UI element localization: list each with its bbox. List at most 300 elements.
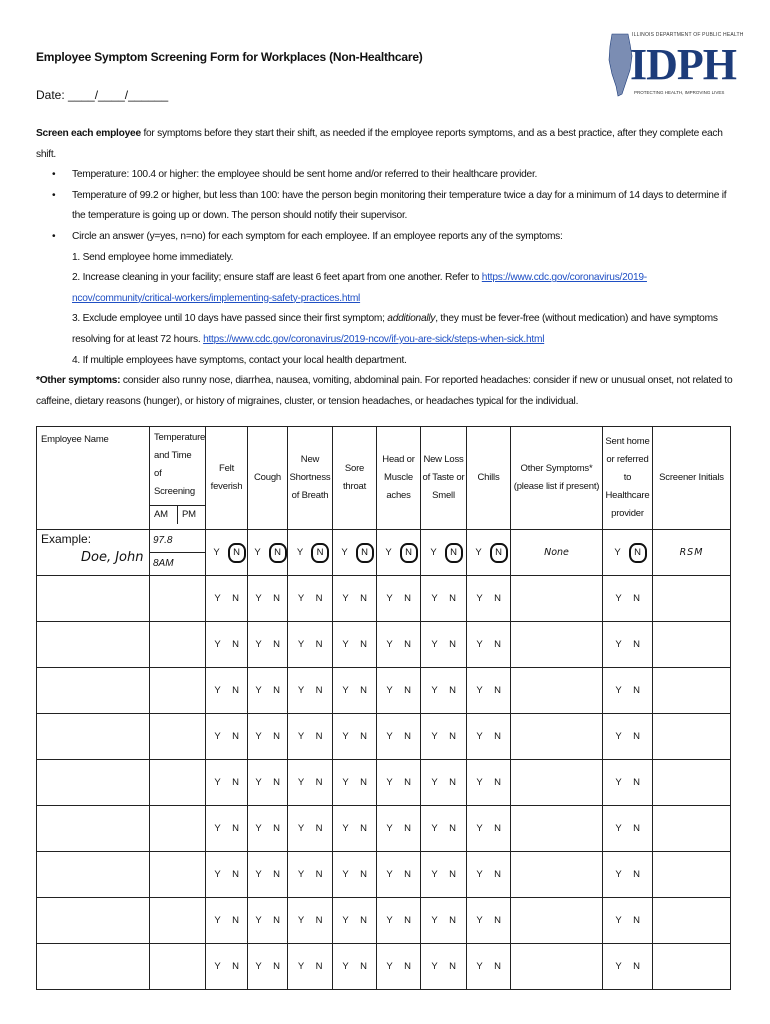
bullet-text: Circle an answer (y=yes, n=no) for each symptom for each employee. If an employee reports any of the symptoms: bbox=[72, 230, 563, 242]
yes-option[interactable]: Y bbox=[342, 593, 349, 604]
no-option-circled: N bbox=[445, 543, 463, 563]
yes-option[interactable]: Y bbox=[431, 685, 438, 696]
chills-cell[interactable] bbox=[467, 576, 511, 622]
logo-tagline: PROTECTING HEALTH, IMPROVING LIVES bbox=[634, 90, 725, 95]
yes-option[interactable]: Y bbox=[615, 639, 622, 650]
bullet-item bbox=[52, 227, 741, 371]
yes-option[interactable]: Y bbox=[297, 639, 305, 650]
breath-cell[interactable] bbox=[288, 760, 333, 806]
screening-table bbox=[36, 426, 731, 990]
no-option[interactable]: N bbox=[315, 639, 323, 650]
taste-cell[interactable] bbox=[421, 852, 467, 898]
no-option[interactable]: N bbox=[494, 777, 501, 788]
yes-option[interactable]: Y bbox=[214, 593, 221, 604]
aches-cell[interactable] bbox=[377, 668, 421, 714]
yes-option: Y bbox=[213, 546, 220, 558]
no-option[interactable]: N bbox=[404, 731, 411, 742]
breath-cell[interactable] bbox=[288, 622, 333, 668]
step-2 bbox=[72, 268, 741, 309]
yes-option[interactable]: Y bbox=[615, 777, 622, 788]
sent-home-cell[interactable] bbox=[603, 760, 653, 806]
no-option[interactable]: N bbox=[315, 685, 323, 696]
screener-initials-cell[interactable] bbox=[653, 852, 731, 898]
other-symptoms-note bbox=[36, 371, 741, 412]
aches-cell[interactable] bbox=[377, 898, 421, 944]
yes-option: Y bbox=[296, 546, 304, 558]
screener-initials-cell[interactable] bbox=[653, 898, 731, 944]
no-option[interactable]: N bbox=[449, 777, 456, 788]
yes-option[interactable]: Y bbox=[214, 961, 221, 972]
cdc-workplace-link[interactable]: https://www.cdc.gov/coronavirus/2019-ncov/community/critical-workers/implementing-safety-practices.html bbox=[72, 272, 647, 304]
yes-option[interactable]: Y bbox=[255, 777, 262, 788]
no-option[interactable]: N bbox=[273, 869, 280, 880]
breath-cell[interactable] bbox=[288, 852, 333, 898]
yes-option[interactable]: Y bbox=[255, 593, 262, 604]
example-taste bbox=[421, 530, 467, 576]
yes-option[interactable]: Y bbox=[615, 869, 622, 880]
other-symptoms-cell[interactable] bbox=[511, 760, 603, 806]
throat-cell[interactable] bbox=[333, 806, 377, 852]
bullet-icon: • bbox=[52, 169, 56, 181]
yes-option[interactable]: Y bbox=[386, 961, 393, 972]
yes-option: Y bbox=[430, 546, 437, 558]
no-option[interactable]: N bbox=[494, 823, 501, 834]
yes-option[interactable]: Y bbox=[431, 593, 438, 604]
feverish-cell[interactable] bbox=[206, 576, 248, 622]
example-name: Doe, John bbox=[81, 550, 144, 565]
no-option[interactable]: N bbox=[232, 915, 239, 926]
throat-cell[interactable] bbox=[333, 668, 377, 714]
yes-option[interactable]: Y bbox=[214, 869, 221, 880]
yes-option[interactable]: Y bbox=[342, 777, 349, 788]
bullet-list bbox=[36, 165, 741, 371]
no-option[interactable]: N bbox=[232, 593, 239, 604]
other-symptoms-cell[interactable] bbox=[511, 622, 603, 668]
yes-option[interactable]: Y bbox=[214, 685, 221, 696]
chills-cell[interactable] bbox=[467, 944, 511, 990]
cough-cell[interactable] bbox=[248, 714, 288, 760]
step-2-text: 2. Increase cleaning in your facility; ensure staff are least 6 feet apart from one another. Refer to bbox=[72, 272, 482, 284]
temperature-cell[interactable] bbox=[150, 898, 206, 944]
taste-cell[interactable] bbox=[421, 944, 467, 990]
no-option[interactable]: N bbox=[273, 915, 280, 926]
no-option[interactable]: N bbox=[232, 869, 239, 880]
yes-option[interactable]: Y bbox=[342, 823, 349, 834]
other-symptoms-cell[interactable] bbox=[511, 576, 603, 622]
taste-cell[interactable] bbox=[421, 898, 467, 944]
yes-option[interactable]: Y bbox=[342, 731, 349, 742]
no-option[interactable]: N bbox=[494, 731, 501, 742]
no-option[interactable]: N bbox=[232, 961, 239, 972]
no-option[interactable]: N bbox=[360, 593, 367, 604]
intro-bold: Screen each employee bbox=[36, 128, 141, 139]
header-employee-name: Employee Name bbox=[37, 427, 150, 530]
no-option[interactable]: N bbox=[449, 823, 456, 834]
no-option[interactable]: N bbox=[360, 639, 367, 650]
yes-option[interactable]: Y bbox=[431, 823, 438, 834]
temperature-cell[interactable] bbox=[150, 668, 206, 714]
no-option[interactable]: N bbox=[273, 823, 280, 834]
throat-cell[interactable] bbox=[333, 714, 377, 760]
yes-option[interactable]: Y bbox=[615, 685, 622, 696]
yes-option[interactable]: Y bbox=[476, 593, 483, 604]
no-option[interactable]: N bbox=[404, 685, 411, 696]
yes-option[interactable]: Y bbox=[342, 961, 349, 972]
yes-option[interactable]: Y bbox=[386, 915, 393, 926]
no-option[interactable]: N bbox=[232, 639, 239, 650]
cough-cell[interactable] bbox=[248, 668, 288, 714]
other-symptoms-cell[interactable] bbox=[511, 668, 603, 714]
other-symptoms-cell[interactable] bbox=[511, 898, 603, 944]
header-felt-feverish: Felt feverish bbox=[206, 427, 248, 530]
employee-name-cell[interactable] bbox=[37, 714, 150, 760]
temperature-cell[interactable] bbox=[150, 806, 206, 852]
no-option[interactable]: N bbox=[449, 731, 456, 742]
no-option[interactable]: N bbox=[315, 593, 323, 604]
cough-cell[interactable] bbox=[248, 944, 288, 990]
yes-option[interactable]: Y bbox=[476, 685, 483, 696]
temperature-cell[interactable] bbox=[150, 944, 206, 990]
no-option[interactable]: N bbox=[404, 823, 411, 834]
screener-initials-cell[interactable] bbox=[653, 576, 731, 622]
example-temp: 97.8 bbox=[153, 535, 173, 546]
feverish-cell[interactable] bbox=[206, 898, 248, 944]
bullet-item bbox=[52, 186, 741, 227]
yes-option[interactable]: Y bbox=[615, 823, 622, 834]
bullet-icon: • bbox=[52, 189, 56, 201]
throat-cell[interactable] bbox=[333, 852, 377, 898]
yes-option[interactable]: Y bbox=[615, 731, 622, 742]
taste-cell[interactable] bbox=[421, 760, 467, 806]
employee-name-cell[interactable] bbox=[37, 622, 150, 668]
example-cough bbox=[248, 530, 288, 576]
no-option[interactable]: N bbox=[494, 869, 501, 880]
yes-option[interactable]: Y bbox=[342, 915, 349, 926]
feverish-cell[interactable] bbox=[206, 944, 248, 990]
other-symptoms-cell[interactable] bbox=[511, 806, 603, 852]
step-3 bbox=[72, 309, 741, 350]
employee-name-cell[interactable] bbox=[37, 576, 150, 622]
header-temperature-label: Temperature and Time of Screening bbox=[154, 432, 206, 497]
employee-name-cell[interactable] bbox=[37, 898, 150, 944]
table-row bbox=[37, 576, 731, 622]
example-chills bbox=[467, 530, 511, 576]
taste-cell[interactable] bbox=[421, 622, 467, 668]
taste-cell[interactable] bbox=[421, 576, 467, 622]
chills-cell[interactable] bbox=[467, 806, 511, 852]
intro-paragraph bbox=[36, 124, 741, 165]
other-note-bold: *Other symptoms: bbox=[36, 375, 121, 387]
yes-option[interactable]: Y bbox=[431, 961, 438, 972]
no-option[interactable]: N bbox=[494, 961, 501, 972]
no-option[interactable]: N bbox=[315, 823, 323, 834]
screener-initials-cell[interactable] bbox=[653, 806, 731, 852]
no-option[interactable]: N bbox=[315, 777, 323, 788]
table-row bbox=[37, 714, 731, 760]
feverish-cell[interactable] bbox=[206, 668, 248, 714]
employee-name-cell[interactable] bbox=[37, 944, 150, 990]
screener-initials-cell[interactable] bbox=[653, 944, 731, 990]
no-option[interactable]: N bbox=[360, 961, 367, 972]
cough-cell[interactable] bbox=[248, 622, 288, 668]
no-option[interactable]: N bbox=[449, 639, 456, 650]
screener-initials-cell[interactable] bbox=[653, 714, 731, 760]
yes-option[interactable]: Y bbox=[255, 639, 262, 650]
temperature-cell[interactable] bbox=[150, 760, 206, 806]
no-option[interactable]: N bbox=[494, 593, 501, 604]
sent-home-cell[interactable] bbox=[603, 668, 653, 714]
yes-option[interactable]: Y bbox=[476, 915, 483, 926]
no-option[interactable]: N bbox=[273, 777, 280, 788]
no-option[interactable]: N bbox=[494, 915, 501, 926]
table-row bbox=[37, 622, 731, 668]
no-option[interactable]: N bbox=[633, 961, 640, 972]
no-option[interactable]: N bbox=[449, 593, 456, 604]
no-option[interactable]: N bbox=[315, 961, 323, 972]
no-option[interactable]: N bbox=[404, 777, 411, 788]
chills-cell[interactable] bbox=[467, 760, 511, 806]
no-option[interactable]: N bbox=[404, 869, 411, 880]
no-option[interactable]: N bbox=[449, 685, 456, 696]
yes-option[interactable]: Y bbox=[476, 639, 483, 650]
yes-option[interactable]: Y bbox=[297, 869, 305, 880]
feverish-cell[interactable] bbox=[206, 806, 248, 852]
employee-name-cell[interactable] bbox=[37, 852, 150, 898]
feverish-cell[interactable] bbox=[206, 714, 248, 760]
no-option[interactable]: N bbox=[404, 593, 411, 604]
yes-option[interactable]: Y bbox=[476, 731, 483, 742]
aches-cell[interactable] bbox=[377, 576, 421, 622]
feverish-cell[interactable] bbox=[206, 622, 248, 668]
taste-cell[interactable] bbox=[421, 668, 467, 714]
throat-cell[interactable] bbox=[333, 760, 377, 806]
no-option[interactable]: N bbox=[273, 731, 280, 742]
no-option[interactable]: N bbox=[273, 593, 280, 604]
breath-cell[interactable] bbox=[288, 668, 333, 714]
no-option[interactable]: N bbox=[232, 731, 239, 742]
sent-home-cell[interactable] bbox=[603, 944, 653, 990]
yes-option[interactable]: Y bbox=[297, 823, 305, 834]
no-option[interactable]: N bbox=[360, 823, 367, 834]
date-field[interactable]: Date: ____/____/______ bbox=[36, 88, 169, 102]
header-temperature bbox=[150, 427, 206, 530]
no-option[interactable]: N bbox=[360, 685, 367, 696]
example-initials: RSM bbox=[653, 530, 731, 576]
yes-option[interactable]: Y bbox=[615, 593, 622, 604]
yes-option[interactable]: Y bbox=[342, 639, 349, 650]
other-symptoms-cell[interactable] bbox=[511, 714, 603, 760]
no-option-circled: N bbox=[356, 543, 374, 563]
throat-cell[interactable] bbox=[333, 898, 377, 944]
yes-option[interactable]: Y bbox=[431, 869, 438, 880]
no-option[interactable]: N bbox=[633, 593, 640, 604]
no-option[interactable]: N bbox=[232, 685, 239, 696]
aches-cell[interactable] bbox=[377, 622, 421, 668]
yes-option[interactable]: Y bbox=[255, 823, 262, 834]
aches-cell[interactable] bbox=[377, 852, 421, 898]
sent-home-cell[interactable] bbox=[603, 852, 653, 898]
yes-option[interactable]: Y bbox=[255, 961, 262, 972]
cough-cell[interactable] bbox=[248, 760, 288, 806]
no-option[interactable]: N bbox=[449, 961, 456, 972]
no-option[interactable]: N bbox=[449, 915, 456, 926]
no-option[interactable]: N bbox=[404, 915, 411, 926]
yes-option[interactable]: Y bbox=[255, 915, 262, 926]
no-option[interactable]: N bbox=[315, 731, 323, 742]
yes-option[interactable]: Y bbox=[214, 731, 221, 742]
bullet-item bbox=[52, 165, 741, 186]
sent-home-cell[interactable] bbox=[603, 576, 653, 622]
employee-name-cell[interactable] bbox=[37, 760, 150, 806]
yes-option[interactable]: Y bbox=[386, 869, 393, 880]
yes-option[interactable]: Y bbox=[297, 593, 305, 604]
no-option[interactable]: N bbox=[360, 869, 367, 880]
yes-option[interactable]: Y bbox=[297, 961, 305, 972]
no-option[interactable]: N bbox=[315, 869, 323, 880]
yes-option[interactable]: Y bbox=[386, 731, 393, 742]
aches-cell[interactable] bbox=[377, 806, 421, 852]
yes-option[interactable]: Y bbox=[386, 685, 393, 696]
sent-home-cell[interactable] bbox=[603, 806, 653, 852]
yes-option[interactable]: Y bbox=[297, 915, 305, 926]
aches-cell[interactable] bbox=[377, 760, 421, 806]
no-option[interactable]: N bbox=[273, 639, 280, 650]
no-option[interactable]: N bbox=[360, 915, 367, 926]
yes-option[interactable]: Y bbox=[431, 639, 438, 650]
chills-cell[interactable] bbox=[467, 852, 511, 898]
yes-option[interactable]: Y bbox=[214, 915, 221, 926]
no-option[interactable]: N bbox=[232, 823, 239, 834]
temperature-cell[interactable] bbox=[150, 714, 206, 760]
yes-option[interactable]: Y bbox=[476, 869, 483, 880]
yes-option[interactable]: Y bbox=[297, 777, 305, 788]
table-header-row bbox=[37, 427, 731, 530]
cough-cell[interactable] bbox=[248, 898, 288, 944]
yes-option[interactable]: Y bbox=[297, 685, 305, 696]
yes-option[interactable]: Y bbox=[255, 731, 262, 742]
no-option[interactable]: N bbox=[315, 915, 323, 926]
employee-name-cell[interactable] bbox=[37, 806, 150, 852]
breath-cell[interactable] bbox=[288, 806, 333, 852]
throat-cell[interactable] bbox=[333, 622, 377, 668]
yes-option[interactable]: Y bbox=[342, 685, 349, 696]
yes-option[interactable]: Y bbox=[386, 593, 393, 604]
no-option[interactable]: N bbox=[360, 777, 367, 788]
yes-option[interactable]: Y bbox=[214, 823, 221, 834]
yes-option[interactable]: Y bbox=[431, 731, 438, 742]
breath-cell[interactable] bbox=[288, 576, 333, 622]
yes-option[interactable]: Y bbox=[386, 823, 393, 834]
no-option[interactable]: N bbox=[360, 731, 367, 742]
no-option[interactable]: N bbox=[633, 731, 640, 742]
other-symptoms-cell[interactable] bbox=[511, 852, 603, 898]
yes-option[interactable]: Y bbox=[255, 869, 262, 880]
feverish-cell[interactable] bbox=[206, 852, 248, 898]
sent-home-cell[interactable] bbox=[603, 898, 653, 944]
cough-cell[interactable] bbox=[248, 806, 288, 852]
example-sent-home bbox=[603, 530, 653, 576]
yes-option[interactable]: Y bbox=[214, 777, 221, 788]
sent-home-cell[interactable] bbox=[603, 714, 653, 760]
no-option[interactable]: N bbox=[633, 823, 640, 834]
chills-cell[interactable] bbox=[467, 714, 511, 760]
cough-cell[interactable] bbox=[248, 852, 288, 898]
taste-cell[interactable] bbox=[421, 714, 467, 760]
screener-initials-cell[interactable] bbox=[653, 668, 731, 714]
aches-cell[interactable] bbox=[377, 714, 421, 760]
no-option[interactable]: N bbox=[494, 639, 501, 650]
breath-cell[interactable] bbox=[288, 898, 333, 944]
no-option[interactable]: N bbox=[404, 961, 411, 972]
no-option[interactable]: N bbox=[633, 777, 640, 788]
yes-option[interactable]: Y bbox=[431, 915, 438, 926]
yes-option[interactable]: Y bbox=[214, 639, 221, 650]
no-option[interactable]: N bbox=[494, 685, 501, 696]
yes-option[interactable]: Y bbox=[615, 961, 622, 972]
yes-option[interactable]: Y bbox=[476, 961, 483, 972]
step-3-emphasis: additionally bbox=[387, 313, 436, 325]
yes-option[interactable]: Y bbox=[255, 685, 262, 696]
screener-initials-cell[interactable] bbox=[653, 622, 731, 668]
yes-option[interactable]: Y bbox=[386, 639, 393, 650]
no-option[interactable]: N bbox=[273, 685, 280, 696]
yes-option[interactable]: Y bbox=[297, 731, 305, 742]
chills-cell[interactable] bbox=[467, 622, 511, 668]
no-option[interactable]: N bbox=[633, 639, 640, 650]
sent-home-cell[interactable] bbox=[603, 622, 653, 668]
no-option[interactable]: N bbox=[449, 869, 456, 880]
taste-cell[interactable] bbox=[421, 806, 467, 852]
employee-name-cell[interactable] bbox=[37, 668, 150, 714]
yes-option[interactable]: Y bbox=[476, 823, 483, 834]
cdc-sick-link[interactable]: https://www.cdc.gov/coronavirus/2019-ncov/if-you-are-sick/steps-when-sick.html bbox=[203, 333, 545, 345]
no-option[interactable]: N bbox=[232, 777, 239, 788]
step-4: 4. If multiple employees have symptoms, contact your local health department. bbox=[72, 354, 407, 366]
no-option[interactable]: N bbox=[404, 639, 411, 650]
yes-option[interactable]: Y bbox=[615, 915, 622, 926]
chills-cell[interactable] bbox=[467, 668, 511, 714]
yes-option[interactable]: Y bbox=[431, 777, 438, 788]
throat-cell[interactable] bbox=[333, 944, 377, 990]
cough-cell[interactable] bbox=[248, 576, 288, 622]
no-option[interactable]: N bbox=[273, 961, 280, 972]
no-option[interactable]: N bbox=[633, 685, 640, 696]
feverish-cell[interactable] bbox=[206, 760, 248, 806]
no-option[interactable]: N bbox=[633, 869, 640, 880]
temperature-cell[interactable] bbox=[150, 852, 206, 898]
logo-department-text: ILLINOIS DEPARTMENT OF PUBLIC HEALTH bbox=[632, 32, 744, 38]
temperature-cell[interactable] bbox=[150, 622, 206, 668]
other-symptoms-cell[interactable] bbox=[511, 944, 603, 990]
table-row bbox=[37, 898, 731, 944]
header-shortness-of-breath: New Shortness of Breath bbox=[288, 427, 333, 530]
yes-option[interactable]: Y bbox=[476, 777, 483, 788]
throat-cell[interactable] bbox=[333, 576, 377, 622]
example-name-cell bbox=[37, 530, 150, 576]
breath-cell[interactable] bbox=[288, 714, 333, 760]
yes-option[interactable]: Y bbox=[342, 869, 349, 880]
temperature-cell[interactable] bbox=[150, 576, 206, 622]
chills-cell[interactable] bbox=[467, 898, 511, 944]
header-sore-throat: Sore throat bbox=[333, 427, 377, 530]
aches-cell[interactable] bbox=[377, 944, 421, 990]
no-option[interactable]: N bbox=[633, 915, 640, 926]
example-breath bbox=[288, 530, 333, 576]
yes-option[interactable]: Y bbox=[386, 777, 393, 788]
example-row bbox=[37, 530, 731, 576]
screener-initials-cell[interactable] bbox=[653, 760, 731, 806]
breath-cell[interactable] bbox=[288, 944, 333, 990]
